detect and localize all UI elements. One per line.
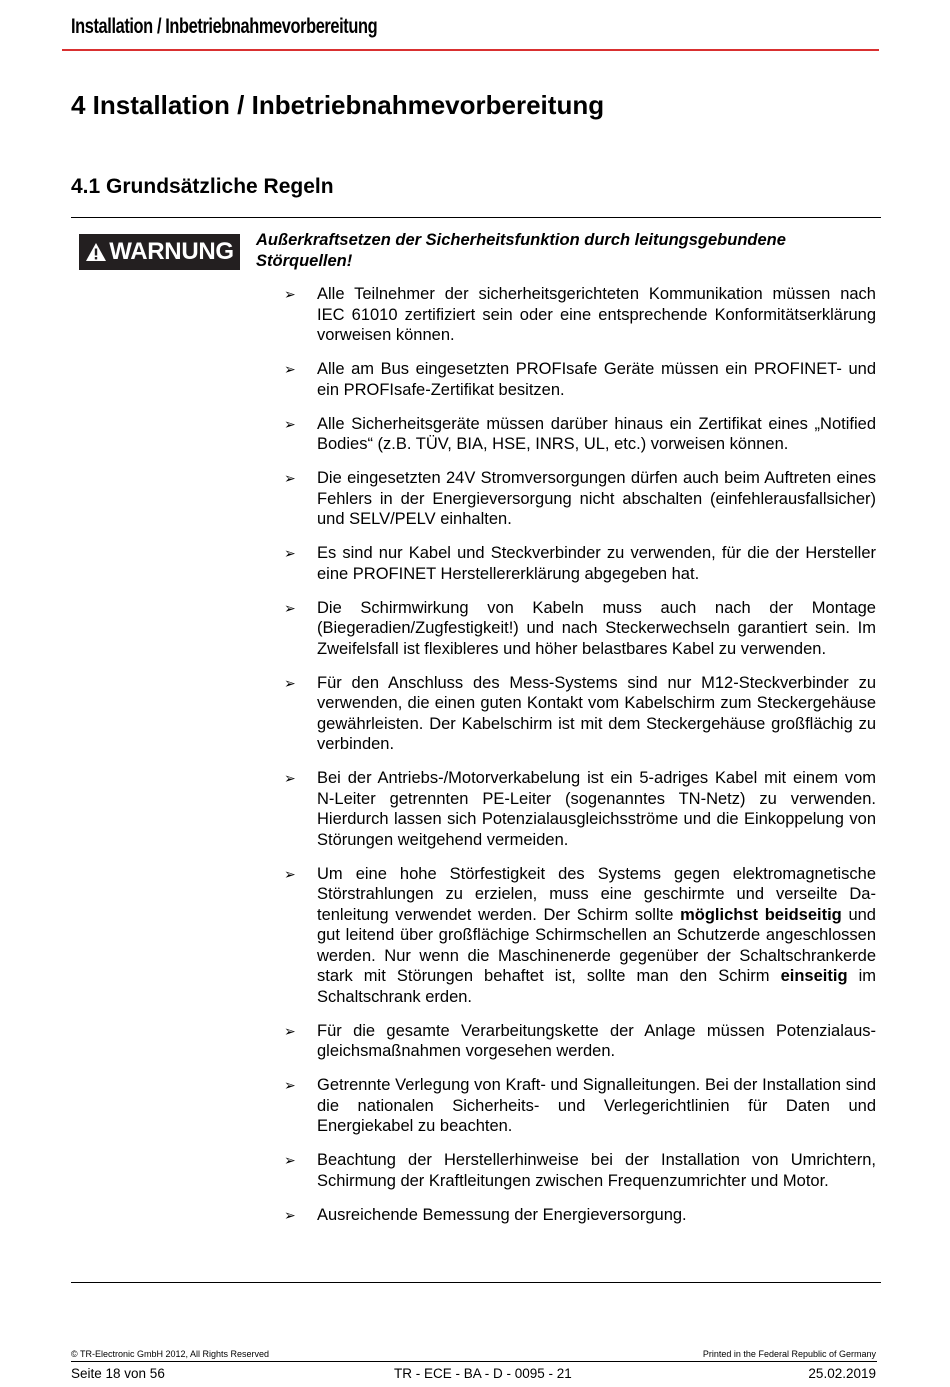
list-item-text: Für die gesamte Verarbeitungskette der Anlage müssen Potenzialausgleichsmaßnahmen vorgesehen werden. <box>317 1021 876 1060</box>
list-item-text: Getrennte Verlegung von Kraft- und Signalleitungen. Bei der Installation sind die nationalen Sicherheits- und Verlegerichtlinien für Daten und Energiekabel zu beachten. <box>317 1076 876 1135</box>
list-item <box>284 284 876 346</box>
header-rule <box>62 49 879 51</box>
list-item <box>284 1075 876 1137</box>
warning-badge <box>79 234 240 270</box>
list-item <box>284 1021 876 1062</box>
bullet-arrow-icon: ➢ <box>284 1152 296 1168</box>
section-title: 4.1 Grundsätzliche Regeln <box>71 175 334 198</box>
list-item-text: Beachtung der Herstellerhinweise bei der Installation von Umrichtern, Schirmung der Kraftleitungen zwischen Frequenzumrichter und Motor. <box>317 1151 876 1190</box>
list-item <box>284 359 876 400</box>
emphasis-text: möglichst beidseitig <box>680 905 842 924</box>
list-item <box>284 1150 876 1191</box>
bullet-arrow-icon: ➢ <box>284 1077 296 1093</box>
list-item-text: Bei der Antriebs-/Motorverkabelung ist ein 5-adriges Kabel mit einem vom N-Leiter getrennten PE-Leiter (sogenanntes TN-Netz) zu verwenden. Hierdurch lassen sich Potenzialausgleichsströme und die Einkoppelung von Störungen weitgehend vermeiden. <box>317 769 876 849</box>
bullet-arrow-icon: ➢ <box>284 770 296 786</box>
bullet-arrow-icon: ➢ <box>284 1022 296 1039</box>
running-header-title: Installation / Inbetriebnahmevorbereitung <box>71 15 378 38</box>
emphasis-text: einseitig <box>780 967 848 985</box>
list-item <box>284 673 876 755</box>
list-item-text: Um eine hohe Störfestigkeit des Systems gegen elektromagnetische Störstrahlungen zu erzielen, muss eine geschirmte und verseilte Datenleitung verwendet werden. Der Schirm sollte möglichst beidseitig und gut leitend über großflächige Schirmschellen an Schutzerde angeschlossen werden. Nur wenn die Maschinenerde gegenüber der Schaltschrankerde stark mit Störungen behaftet ist, sollte man den Schirm einseitig im Schaltschrank erden. <box>317 864 876 1006</box>
bullet-arrow-icon: ➢ <box>284 286 296 302</box>
section-divider-top <box>71 217 881 218</box>
footer-date: 25.02.2019 <box>808 1366 876 1381</box>
warning-triangle-icon <box>85 242 107 262</box>
bullet-arrow-icon: ➢ <box>284 361 296 377</box>
footer-page-number: Seite 18 von 56 <box>71 1366 165 1381</box>
list-item-text: Es sind nur Kabel und Steckverbinder zu verwenden, für die der Hersteller eine PROFINET Herstellererklärung abgegeben hat. <box>317 544 876 583</box>
bullet-arrow-icon: ➢ <box>284 599 296 616</box>
bullet-arrow-icon: ➢ <box>284 865 296 882</box>
section-divider-bottom <box>71 1282 881 1283</box>
footer-printed: Printed in the Federal Republic of Germany <box>702 1349 876 1359</box>
list-item <box>284 768 876 850</box>
bullet-arrow-icon: ➢ <box>284 415 296 432</box>
bullet-arrow-icon: ➢ <box>284 674 296 691</box>
bullet-arrow-icon: ➢ <box>284 470 296 486</box>
requirements-list <box>284 284 876 1239</box>
footer-copyright: © TR-Electronic GmbH 2012, All Rights Reserved <box>71 1349 270 1359</box>
list-item-text: Die Schirmwirkung von Kabeln muss auch nach der Montage (Biegeradien/Zugfestigkeit!) und nach Steckerwechseln garantiert sein. Im Zweifelsfall ist flexibleres und höher belastbares Kabel zu verwenden. <box>317 598 876 658</box>
list-item <box>284 864 876 1008</box>
footer-rule <box>71 1361 877 1362</box>
list-item <box>284 468 876 530</box>
warning-label: WARNUNG <box>109 238 234 265</box>
list-item <box>284 1205 876 1226</box>
list-item-text: Für den Anschluss des Mess-Systems sind nur M12-Steckverbinder zu verwenden, die einen guten Kontakt vom Kabelschirm zum Steckergehäuse gewährleisten. Der Kabelschirm ist mit dem Steckergehäuse großflächig zu verbinden. <box>317 673 876 753</box>
warning-title: Außerkraftsetzen der Sicherheitsfunktion durch leitungsgebundene Störquellen! <box>256 231 786 270</box>
list-item-text: Alle Sicherheitsgeräte müssen darüber hinaus ein Zertifikat eines „Notified Bodies“ (z.B. TÜV, BIA, HSE, INRS, UL, etc.) vorweisen können. <box>317 414 876 453</box>
list-item-text: Alle am Bus eingesetzten PROFIsafe Geräte müssen ein PROFINET- und ein PROFIsafe-Zertifikat besitzen. <box>317 360 876 399</box>
list-item-text: Ausreichende Bemessung der Energieversorgung. <box>317 1205 687 1224</box>
list-item <box>284 543 876 584</box>
chapter-title: 4 Installation / Inbetriebnahmevorbereitung <box>71 90 605 120</box>
footer-document-id: TR - ECE - BA - D - 0095 - 21 <box>394 1366 572 1381</box>
list-item <box>284 414 876 455</box>
bullet-arrow-icon: ➢ <box>284 545 296 561</box>
list-item <box>284 598 876 660</box>
list-item-text: Die eingesetzten 24V Stromversorgungen dürfen auch beim Auftreten eines Fehlers in der Energieversorgung nicht abschalten (einfehlerausfallsicher) und SELV/PELV einhalten. <box>317 469 876 528</box>
list-item-text: Alle Teilnehmer der sicherheitsgerichteten Kommunikation müssen nach IEC 61010 zertifiziert sein oder eine entsprechende Konformitätserklärung vorweisen können. <box>317 285 876 344</box>
bullet-arrow-icon: ➢ <box>284 1206 296 1223</box>
